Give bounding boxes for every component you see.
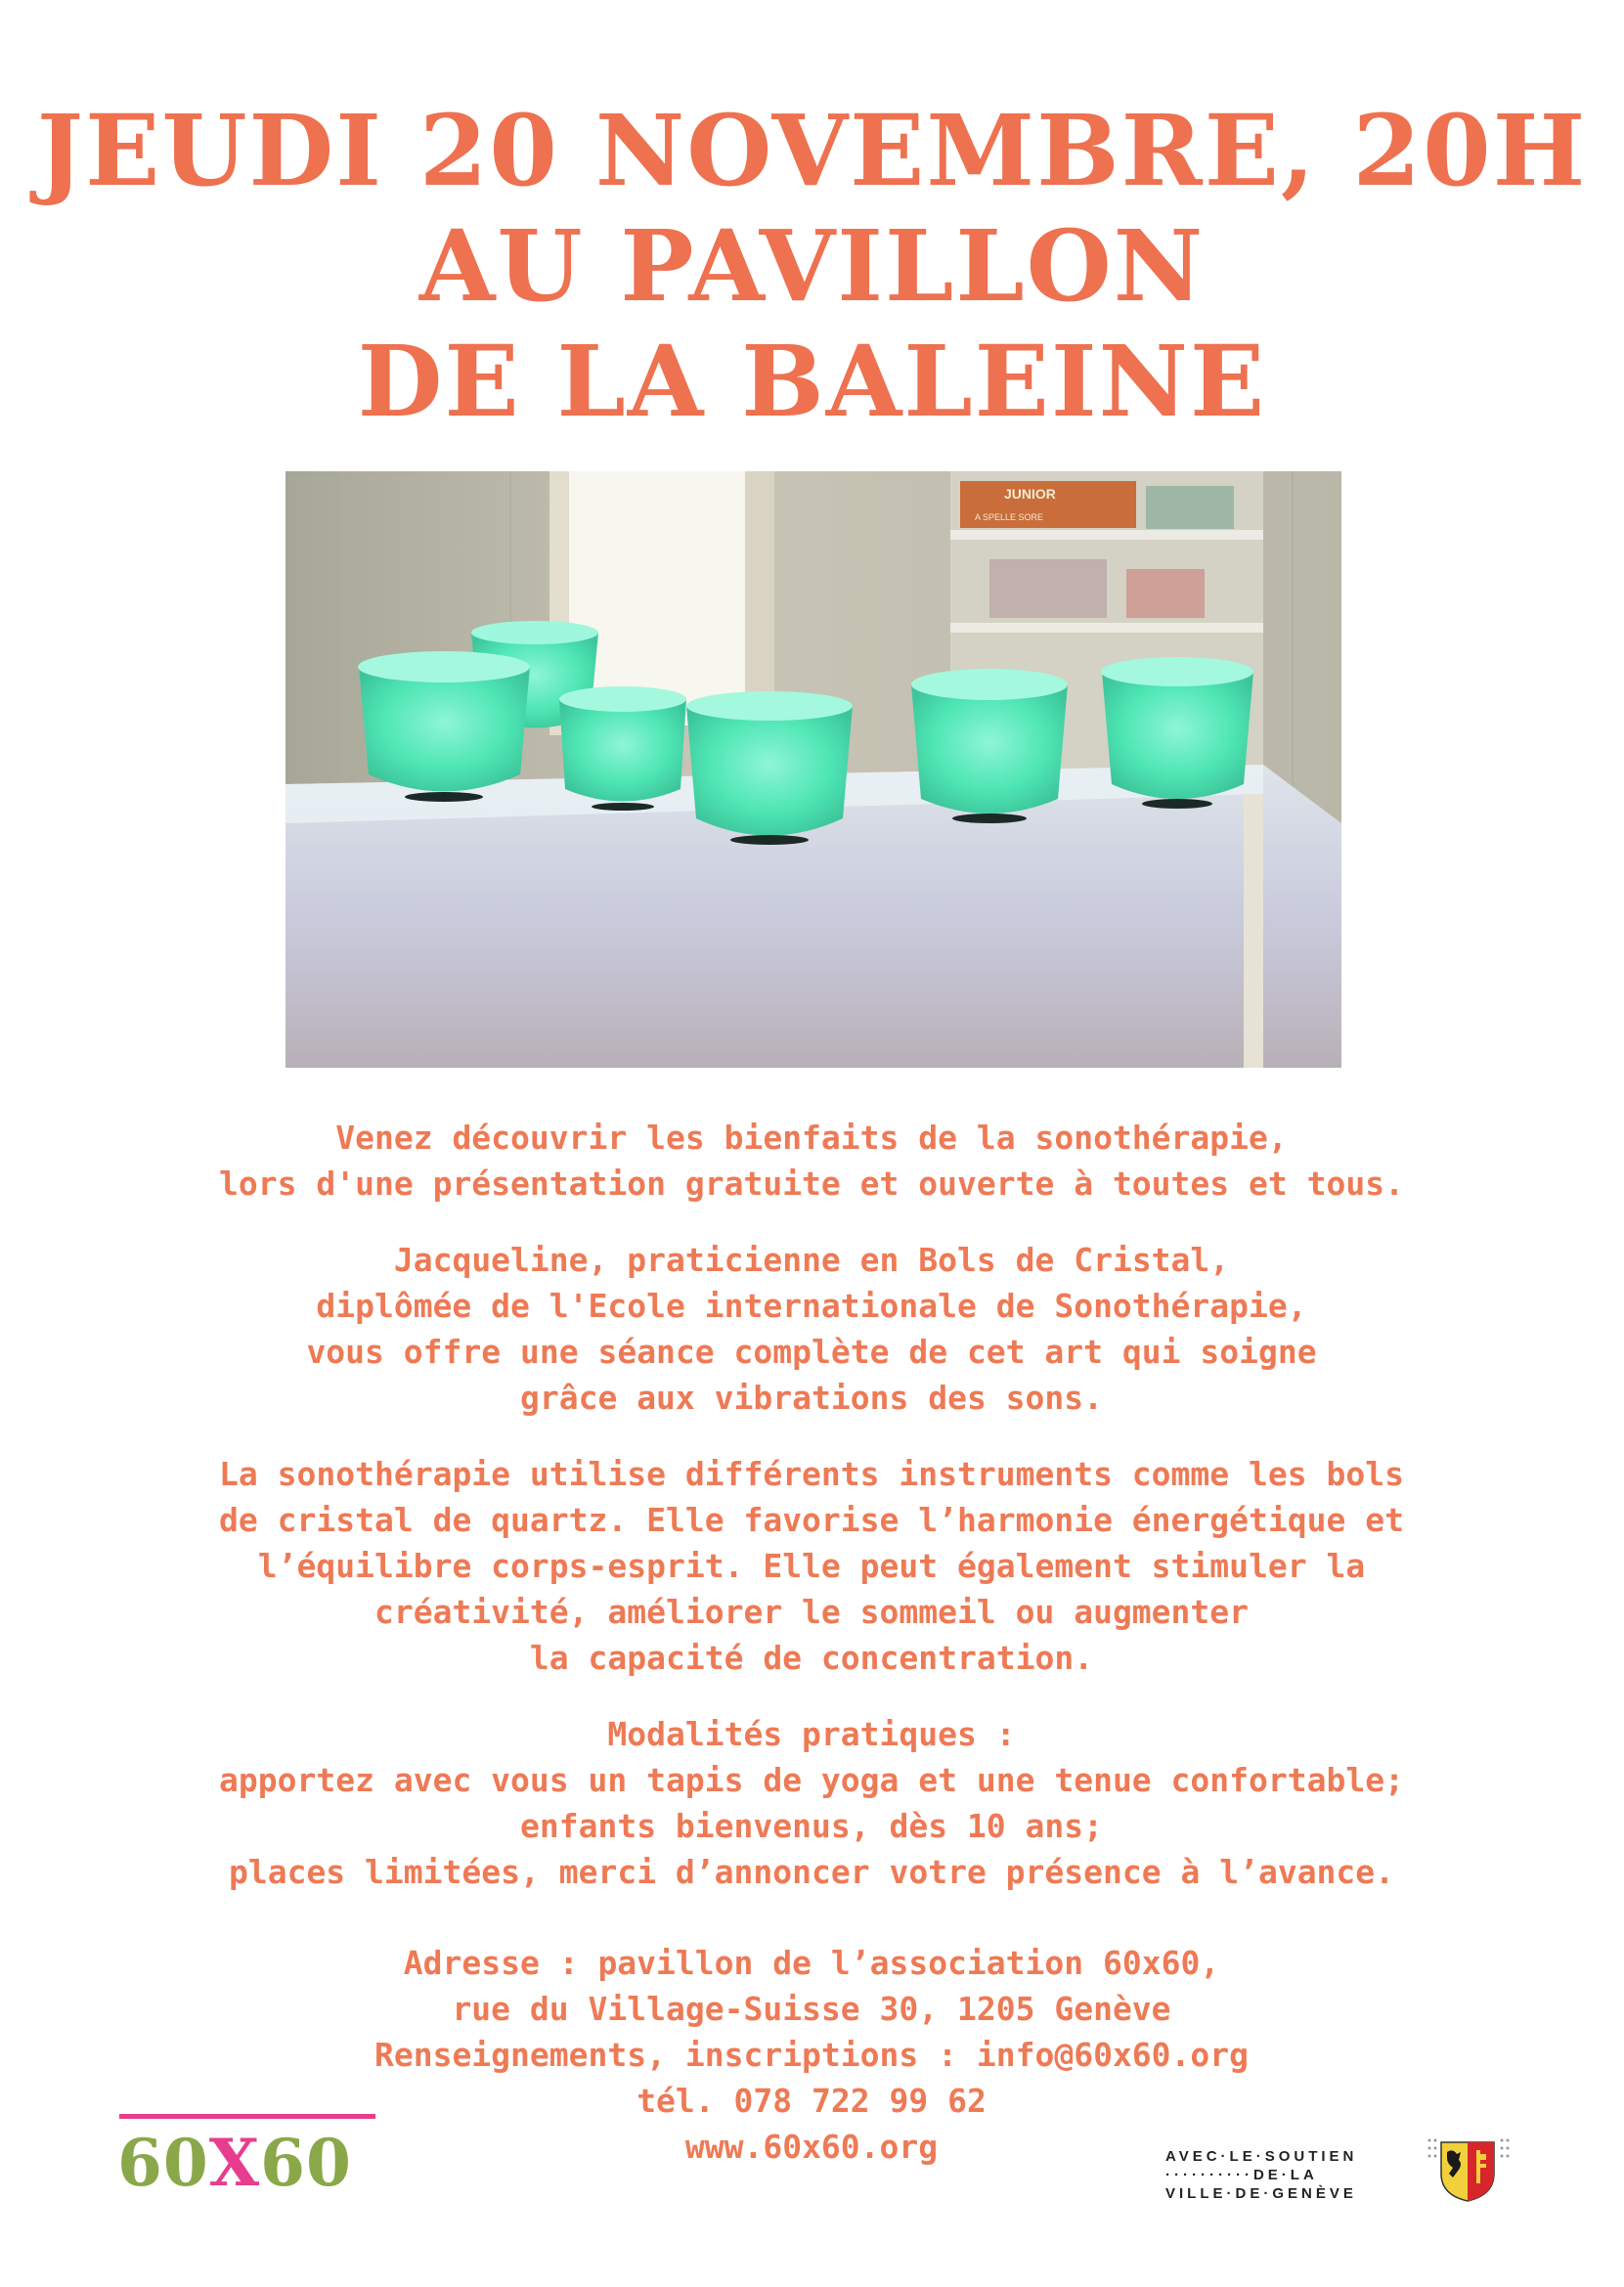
headline-line-venue: AU PAVILLON	[418, 208, 1206, 324]
website-link[interactable]: www.60x60.org	[684, 2128, 939, 2166]
crystal-bowl	[1101, 657, 1253, 809]
text-line: grâce aux vibrations des sons.	[519, 1379, 1104, 1417]
logo-middle: X	[208, 2125, 261, 2201]
logo-right: 60	[260, 2125, 352, 2201]
headline	[0, 93, 1624, 439]
text-line: Venez découvrir les bienfaits de la sonothérapie,	[335, 1119, 1288, 1157]
support-line: AVEC·LE·SOUTIEN	[1165, 2148, 1358, 2165]
address-line: Adresse : pavillon de l’association 60x60,	[403, 1944, 1220, 1982]
text-line: lors d'une présentation gratuite et ouverte à toutes et tous.	[219, 1165, 1404, 1203]
text-line: enfants bienvenus, dès 10 ans;	[519, 1807, 1104, 1845]
phone-line[interactable]: tél. 078 722 99 62	[636, 2082, 987, 2120]
email-line[interactable]: Renseignements, inscriptions : info@60x60.org	[373, 2036, 1250, 2074]
game-box-label: JUNIOR	[1004, 486, 1056, 502]
city-support-text	[1165, 2147, 1410, 2203]
support-line: ··········DE·LA	[1165, 2167, 1318, 2183]
logo-underline	[119, 2114, 375, 2119]
crystal-bowl	[686, 691, 853, 845]
logo-left: 60	[117, 2125, 209, 2201]
practical-info-paragraph	[78, 1711, 1545, 1895]
crystal-bowl	[358, 651, 530, 802]
text-line: créativité, améliorer le sommeil ou augmenter	[373, 1593, 1250, 1631]
text-line: vous offre une séance complète de cet art qui soigne	[306, 1333, 1317, 1371]
practitioner-paragraph	[78, 1237, 1545, 1421]
text-line: Jacqueline, praticienne en Bols de Cristal,	[393, 1241, 1230, 1279]
game-box-sublabel: A SPELLE SORE	[975, 512, 1044, 522]
geneva-coat-of-arms-icon	[1424, 2134, 1512, 2203]
support-line: VILLE·DE·GENÈVE	[1165, 2185, 1357, 2202]
text-line: places limitées, merci d’annoncer votre présence à l’avance.	[228, 1853, 1395, 1891]
headline-line-date: JEUDI 20 NOVEMBRE, 20H	[36, 93, 1588, 208]
intro-paragraph	[78, 1115, 1545, 1207]
poster-body	[78, 1115, 1545, 2200]
crystal-bowls-photo	[285, 471, 1341, 1068]
crystal-bowl	[911, 669, 1068, 823]
street-line: rue du Village-Suisse 30, 1205 Genève	[452, 1990, 1171, 2028]
text-line: la capacité de concentration.	[529, 1639, 1094, 1677]
text-line: diplômée de l'Ecole internationale de Sonothérapie,	[316, 1287, 1307, 1325]
crystal-bowl	[559, 686, 686, 811]
description-paragraph	[78, 1451, 1545, 1681]
text-line: La sonothérapie utilise différents instruments comme les bols	[219, 1455, 1404, 1493]
text-line: apportez avec vous un tapis de yoga et une tenue confortable;	[219, 1761, 1404, 1799]
association-logo	[117, 2124, 391, 2202]
headline-line-place: DE LA BALEINE	[357, 324, 1267, 439]
text-line: de cristal de quartz. Elle favorise l’harmonie énergétique et	[219, 1501, 1404, 1539]
text-line: l’équilibre corps-esprit. Elle peut également stimuler la	[257, 1547, 1366, 1585]
text-line: Modalités pratiques :	[607, 1715, 1016, 1753]
